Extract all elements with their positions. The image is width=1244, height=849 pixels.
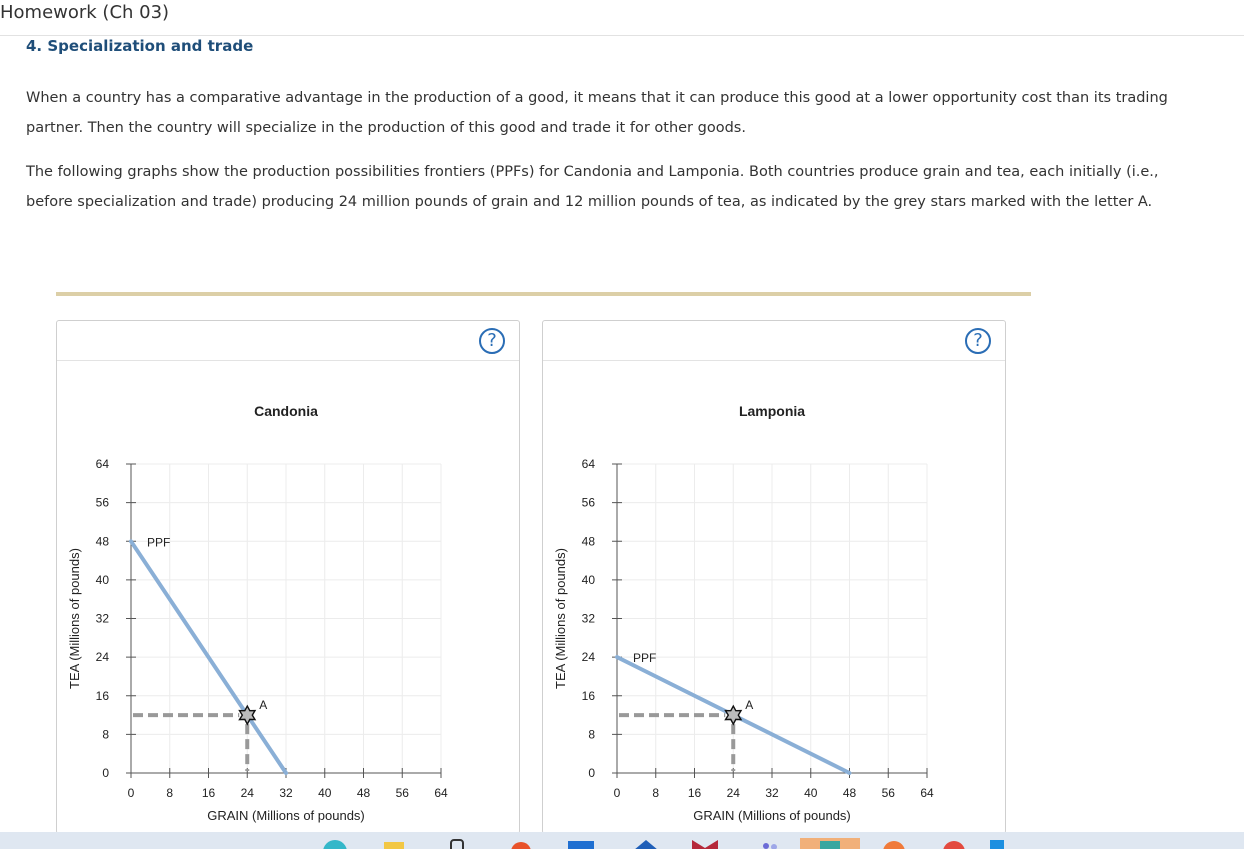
x-axis-label: GRAIN (Millions of pounds): [207, 808, 365, 823]
y-tick-label: 40: [95, 572, 109, 587]
x-tick-label: 16: [201, 786, 216, 800]
x-tick-label: 40: [804, 786, 818, 800]
section-divider: [56, 292, 1031, 296]
folder-icon[interactable]: [382, 838, 408, 849]
x-tick-label: 0: [127, 786, 135, 800]
y-tick-label: 8: [102, 727, 109, 742]
x-tick-label: 64: [920, 786, 934, 800]
graphs-description-paragraph: The following graphs show the production possibilities frontiers (PPFs) for Candonia and Lamponia. Both countries produce grain and tea, each initially (i.e., before specialization and trade) producing 24 million pounds of grain and 12 million pounds of tea, as indicated by the grey stars marked with the letter A.: [26, 164, 1159, 210]
point-a-label: A: [745, 698, 754, 713]
app-icon[interactable]: [320, 838, 350, 849]
app-icon[interactable]: [988, 838, 1010, 849]
x-tick-label: 16: [687, 786, 702, 800]
page-header: [0, 0, 1244, 36]
help-icon[interactable]: ?: [479, 328, 505, 354]
app-icon[interactable]: [566, 838, 596, 849]
x-tick-label: 8: [652, 786, 660, 800]
app-icon[interactable]: [690, 838, 720, 849]
x-tick-label: 56: [395, 786, 409, 800]
y-axis-label: TEA (Millions of pounds): [67, 548, 82, 689]
question-title: 4. Specialization and trade: [26, 37, 254, 55]
y-tick-label: 0: [588, 766, 595, 780]
y-tick-label: 32: [95, 611, 109, 626]
x-tick-label: 64: [434, 786, 448, 800]
chart-title: Candonia: [254, 403, 318, 419]
y-tick-label: 0: [102, 766, 109, 780]
y-tick-label: 24: [581, 650, 595, 665]
y-tick-label: 56: [95, 495, 109, 510]
x-tick-label: 24: [726, 786, 740, 800]
x-tick-label: 56: [881, 786, 895, 800]
intro-paragraph: When a country has a comparative advantage in the production of a good, it means that it can produce this good at a lower opportunity cost than its trading partner. Then the country will specialize in the production of this good and trade it for other goods.: [26, 90, 1168, 136]
y-tick-label: 24: [95, 650, 109, 665]
y-tick-label: 56: [581, 495, 595, 510]
help-icon[interactable]: ?: [965, 328, 991, 354]
y-tick-label: 64: [581, 457, 595, 471]
y-tick-label: 16: [95, 688, 109, 703]
x-tick-label: 32: [765, 786, 779, 800]
x-tick-label: 0: [613, 786, 621, 800]
candonia-chart[interactable]: [57, 321, 519, 833]
x-tick-label: 8: [166, 786, 174, 800]
y-tick-label: 16: [581, 688, 595, 703]
ppf-label: PPF: [147, 535, 171, 550]
y-axis-label: TEA (Millions of pounds): [553, 548, 568, 689]
x-tick-label: 40: [318, 786, 332, 800]
candonia-graph-panel: [56, 320, 520, 834]
y-tick-label: 64: [95, 457, 109, 471]
active-app-icon[interactable]: [800, 838, 860, 849]
app-icon[interactable]: [632, 838, 660, 849]
y-tick-label: 48: [95, 534, 109, 549]
lamponia-graph-panel: [542, 320, 1006, 834]
y-tick-label: 48: [581, 534, 595, 549]
y-tick-label: 8: [588, 727, 595, 742]
y-tick-label: 32: [581, 611, 595, 626]
x-tick-label: 48: [356, 786, 371, 800]
app-icon[interactable]: [448, 838, 468, 849]
point-a-label: A: [259, 698, 268, 713]
app-icon[interactable]: [940, 838, 968, 849]
x-axis-label: GRAIN (Millions of pounds): [693, 808, 851, 823]
x-tick-label: 24: [240, 786, 254, 800]
app-icon[interactable]: [760, 838, 780, 849]
chart-title: Lamponia: [738, 403, 806, 419]
taskbar: [0, 832, 1244, 849]
ppf-label: PPF: [633, 651, 657, 666]
x-tick-label: 48: [842, 786, 857, 800]
app-icon[interactable]: [506, 838, 536, 849]
point-a-star-icon: [726, 706, 742, 724]
lamponia-chart[interactable]: [543, 321, 1005, 833]
assignment-title: Homework (Ch 03): [0, 2, 170, 23]
y-tick-label: 40: [581, 572, 595, 587]
x-tick-label: 32: [279, 786, 293, 800]
app-icon[interactable]: [880, 838, 908, 849]
